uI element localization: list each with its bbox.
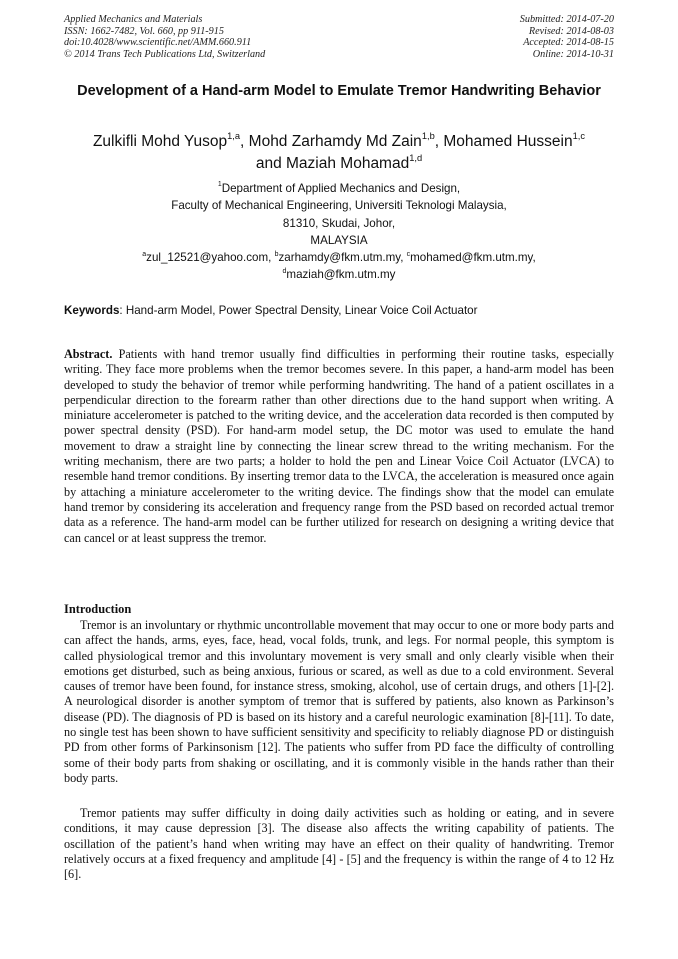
journal-doi[interactable]: doi:10.4028/www.scientific.net/AMM.660.911: [64, 37, 252, 49]
email-link[interactable]: zul_12521@yahoo.com: [146, 251, 269, 265]
author-name: Zulkifli Mohd Yusop: [92, 133, 228, 150]
journal-copyright: © 2014 Trans Tech Publications Ltd, Switzerland: [64, 48, 266, 60]
author-name: Maziah Mohamad: [286, 155, 410, 172]
affil-emails: [64, 249, 614, 266]
keywords-label: Keywords: [64, 304, 120, 317]
email-sup: b: [274, 250, 279, 258]
paper-title: Development of a Hand-arm Model to Emulate Tremor Handwriting Behavior: [77, 83, 601, 99]
journal-name: Applied Mechanics and Materials: [64, 14, 203, 25]
author-sup: 1,c: [572, 130, 586, 141]
abstract: [64, 347, 614, 546]
email-link[interactable]: mohamed@fkm.utm.my: [410, 251, 533, 265]
intro-paragraph: Tremor patients may suffer difficulty in doing daily activities such as holding or eating, and in severe conditions, it may cause depression [3]. The disease also affects the writing capability of patients. The oscillation of the patient’s hand when writing may have an effect on their quality of handwriting. Tremor relatively occurs at a fixed frequency and amplitude [4] - [5] and the frequency is within the range of 4 to 12 Hz [6].: [64, 806, 614, 882]
journal-info: [64, 14, 265, 60]
author-name: Mohd Zarhamdy Md Zain: [248, 133, 422, 150]
affil-dept: [64, 180, 614, 197]
author-sup: 1,a: [227, 130, 241, 141]
abstract-label: Abstract.: [64, 347, 113, 361]
author-sep: and: [255, 155, 287, 172]
affil-faculty: Faculty of Mechanical Engineering, Universiti Teknologi Malaysia,: [171, 199, 507, 213]
email-sup: d: [282, 267, 287, 275]
affil-city: 81310, Skudai, Johor,: [282, 216, 396, 230]
email-link[interactable]: maziah@fkm.utm.my: [286, 268, 396, 282]
author-sup: 1,d: [409, 152, 423, 163]
affil-sup: 1: [217, 181, 222, 189]
date-revised: Revised: 2014-08-03: [528, 25, 614, 37]
keywords-text: : Hand-arm Model, Power Spectral Density, Linear Voice Coil Actuator: [119, 304, 478, 317]
date-online: Online: 2014-10-31: [532, 48, 614, 60]
date-accepted: Accepted: 2014-08-15: [523, 37, 614, 49]
journal-issn: ISSN: 1662-7482, Vol. 660, pp 911-915: [64, 25, 224, 37]
abstract-text: Patients with hand tremor usually find difficulties in performing their routine tasks, especially writing. They face more problems when the tremor becomes severe. In this paper, a hand-arm model has been developed to study the behavior of tremor while performing handwriting. The hand of a patient oscillates in a perpendicular direction to the forearm rather than other directions due to the hand support when writing. A miniature accelerometer is patched to the writing device, and the acceleration data recorded is then computed by power spectral density (PSD). For hand-arm model setup, the DC motor was used to emulate the hand movement to draw a straight line by connecting the linear screw thread to the writing mechanism. For the writing mechanism, there are two parts; a holder to hold the pen and Linear Voice Coil Actuator (LVCA) to resemble hand tremor conditions. By inserting tremor data to the LVCA, the acceleration is measured once again by attaching a miniature accelerometer to the writing device. The findings show that the model can emulate hand tremor by considering its acceleration and frequency range from the PSD based on recorded actual tremor data as a reference. The hand-arm model can be further utilized for research on designing a writing device that can cancel or at least suppress the tremor.: [64, 347, 614, 545]
affil-emails-2: [64, 266, 614, 283]
keywords: [64, 303, 614, 318]
section-heading-introduction: Introduction: [64, 602, 132, 616]
date-submitted: Submitted: 2014-07-20: [519, 14, 614, 25]
author-sep: ,: [434, 133, 444, 150]
email-sep: ,: [400, 251, 407, 265]
affil-dept-text: Department of Applied Mechanics and Design,: [221, 182, 461, 195]
email-sup: c: [406, 250, 411, 258]
email-link[interactable]: zarhamdy@fkm.utm.my: [278, 251, 401, 265]
email-sep: ,: [532, 251, 536, 265]
email-sep: ,: [268, 251, 275, 265]
submission-dates: [520, 14, 614, 60]
affil-country: MALAYSIA: [310, 233, 368, 247]
affiliation: [64, 180, 614, 284]
author-sup: 1,b: [421, 130, 435, 141]
intro-paragraph: Tremor is an involuntary or rhythmic uncontrollable movement that may occur to one or more body parts and can affect the hands, arms, eyes, face, head, vocal folds, trunk, and legs. For normal people, this symptom is called physiological tremor and this involuntary movement is very small and only clearly visible when their emotions get disturbed, such as being anxious, furious or scared, as well as due to a cold environment. Several causes of tremor have been found, for instance stress, smoking, alcohol, use of certain drugs, and others [1]-[2]. A neurological disorder is another symptom of tremor that is suffered by patients, also known as Parkinson’s disease (PD). The diagnosis of PD is based on its history and a careful neurologic examination [8]-[11]. To date, no single test has been shown to have sufficient sensitivity and specificity to reliably diagnose PD or distinguish PD from other forms of Parkinsonism [12]. The patients who suffer from PD face the difficulty of controlling some of their body parts from shaking or oscillating, and it is commonly visible in the hands rather than their body parts.: [64, 618, 614, 785]
author-name: Mohamed Hussein: [443, 133, 573, 150]
author-list: [64, 131, 614, 175]
author-sep: ,: [240, 133, 249, 150]
email-sup: a: [142, 250, 147, 258]
